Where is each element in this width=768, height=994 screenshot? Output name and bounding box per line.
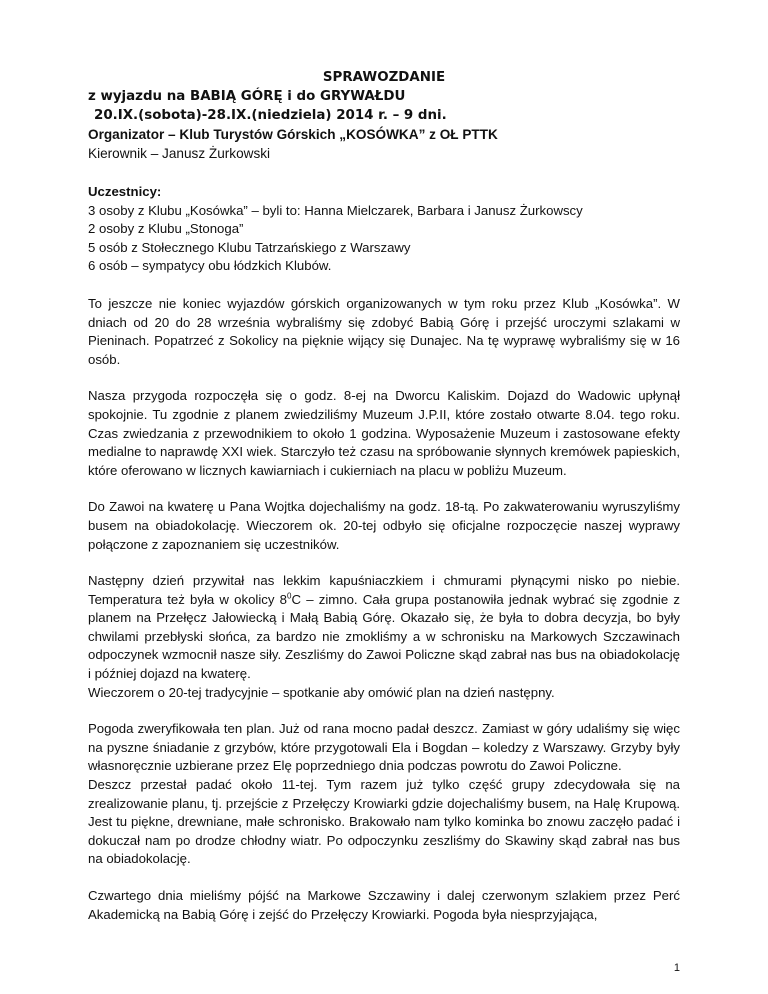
paragraph-day1-zawoja: Do Zawoi na kwaterę u Pana Wojtka dojechaliśmy na godz. 18-tą. Po zakwaterowaniu wyruszyliśmy busem na obiadokolację. Wieczorem ok. 20-tej odbyło się oficjalne rozpoczęcie naszej wyprawy połączone z zapoznaniem się uczestników. [88,499,680,552]
paragraph-day1-wadowice: Nasza przygoda rozpoczęła się o godz. 8-ej na Dworcu Kaliskim. Dojazd do Wadowic upłynął spokojnie. Tu zgodnie z planem zwiedziliśmy Muzeum J.P.II, które zostało otwarte 8.04. tego roku. Czas zwiedzania z przewodnikiem to około 1 godzina. Wyposażenie Muzeum i zastosowane efekty medialne to naprawdę XXI wiek. Starczyło też czasu na spróbowanie słynnych kremówek papieskich, które oferowano w licznych kawiarniach i cukierniach na placu w pobliżu Muzeum. [88,388,680,478]
paragraph-day2 [88,572,680,684]
participants-heading: Uczestnicy: [88,184,162,199]
organizer-line: Organizator – Klub Turystów Górskich „KOSÓWKA” z OŁ PTTK [88,127,498,142]
paragraph-day2-text-end: C – zimno. Cała grupa postanowiła jednak wybrać się zgodnie z planem na Przełęcz Jałowiecką i Małą Babią Górę. Okazało się, że była to dobra decyzja, bo były chwilami przebłyski słońca, za bardzo nie zmokliśmy a w schronisku na Markowych Szczawinach odpoczynek wzmocnił nasze siły. Zeszliśmy do Zawoi Policzne skąd zabrał nas bus na obiadokolację i później dojazd na kwaterę. [88,591,680,682]
participant-line: 3 osoby z Klubu „Kosówka” – byli to: Hanna Mielczarek, Barbara i Janusz Żurkowscy [88,202,583,218]
report-title: SPRAWOZDANIE [322,70,446,85]
paragraph-day3: Pogoda zweryfikowała ten plan. Już od rana mocno padał deszcz. Zamiast w góry udaliśmy się więc na pyszne śniadanie z grzybów, które przygotowali Ela i Bogdan – koledzy z Warszawy. Grzyby były własnoręcznie uzbierane przez Elę poprzedniego dnia podczas powrotu do Zawoi Policzne. [88,721,680,774]
paragraph-intro: To jeszcze nie koniec wyjazdów górskich organizowanych w tym roku przez Klub „Kosówka”. W dniach od 20 do 28 września wybraliśmy się zdobyć Babią Górę i przejść uroczymi szlakami w Pieninach. Popatrzeć z Sokolicy na pięknie wijący się Dunajec. Na tę wyprawę wybraliśmy się w 16 osób. [88,295,680,367]
paragraph-day4: Czwartego dnia mieliśmy pójść na Markowe Szczawiny i dalej czerwonym szlakiem przez Perć Akademicką na Babią Górę i zejść do Przełęczy Krowiarki. Pogoda była niesprzyjająca, [88,888,680,922]
leader-line: Kierownik – Janusz Żurkowski [88,146,271,161]
participant-line: 5 osób z Stołecznego Klubu Tatrzańskiego z Warszawy [88,239,411,255]
paragraph-day3-afternoon: Deszcz przestał padać około 11-tej. Tym razem już tylko część grupy zdecydowała się na zrealizowanie planu, tj. przejście z Przełęczy Krowiarki gdzie dojechaliśmy busem, na Halę Krupową. Jest tu piękne, drewniane, małe schronisko. Brakowało nam tylko kominka bo znowu zaczęło padać i dokuczał nam po drodze chłodny wiatr. Po odpoczynku zeszliśmy do Skawiny skąd zabrał nas bus na obiadokolację. [88,777,680,867]
trip-line: z wyjazdu na BABIĄ GÓRĘ i do GRYWAŁDU [88,89,406,104]
dates-line: 20.IX.(sobota)-28.IX.(niedziela) 2014 r. – 9 dni. [94,108,447,123]
page-number: 1 [673,962,680,974]
participant-line: 6 osób – sympatycy obu łódzkich Klubów. [88,258,332,274]
degree-superscript: 0 [287,591,292,601]
participant-line: 2 osoby z Klubu „Stonoga” [88,221,244,237]
paragraph-day2-text-start: Następny dzień przywitał nas lekkim kapuśniaczkiem i chmurami płynącymi nisko po niebie. Temperatura też była w okolicy 8 [88,573,680,607]
paragraph-day2-evening: Wieczorem o 20-tej tradycyjnie – spotkanie aby omówić plan na dzień następny. [88,684,555,700]
